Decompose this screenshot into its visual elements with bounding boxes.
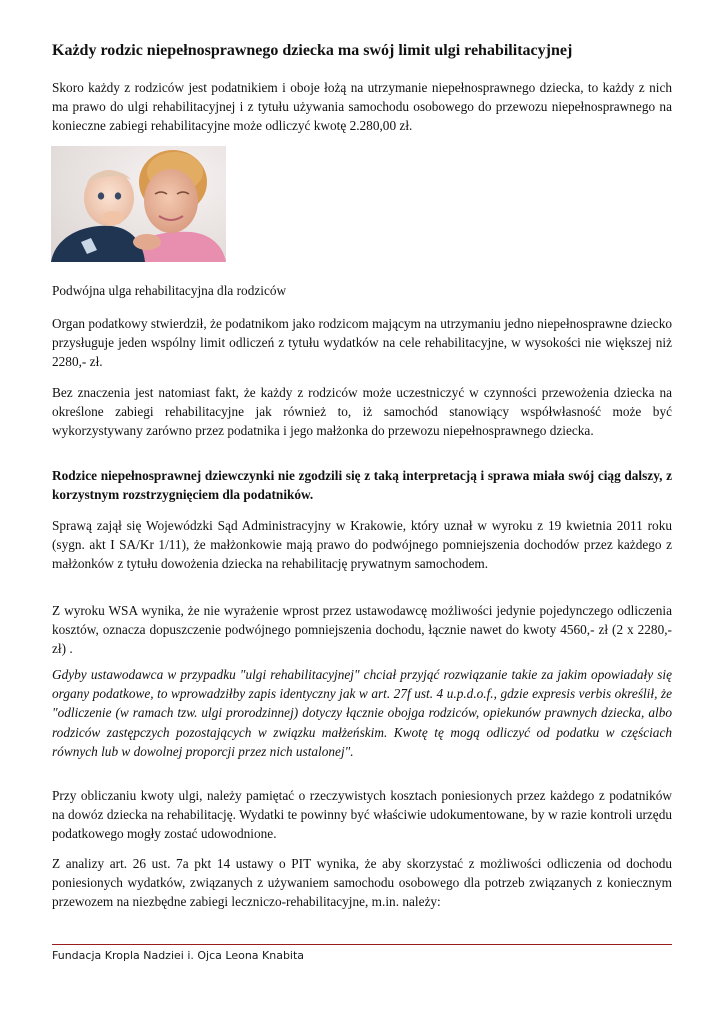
- paragraph-wsa-conclusion: Z wyroku WSA wynika, że nie wyrażenie wprost przez ustawodawcę możliwości jedynie pojedynczego odliczenia kosztów, oznacza dopuszczenie podwójnego pomniejszenia dochodu, łącznie nawet do kwoty 4560,- zł (2 x 2280,- zł) .: [52, 603, 672, 657]
- footer-organization: Fundacja Kropla Nadziei i. Ojca Leona Knabita: [52, 949, 305, 962]
- paragraph-pit-analysis: Z analizy art. 26 ust. 7a pkt 14 ustawy o PIT wynika, że aby skorzystać z możliwości odliczenia od dochodu poniesionych wydatków, związanych z używaniem samochodu osobowego dla potrzeb związanych z koniecznym przewozem na niezbędne zabiegi leczniczo-rehabilitacyjne, m.in. należy:: [52, 856, 672, 910]
- intro-paragraph: Skoro każdy z rodziców jest podatnikiem i oboje łożą na utrzymanie niepełnosprawnego dziecka, to każdy z nich ma prawo do ulgi rehabilitacyjnej i z tytułu używania samochodu osobowego do przewozu niepełnosprawnego na konieczne zabiegi rehabilitacyjne może odliczyć kwotę 2.280,00 zł.: [52, 80, 672, 134]
- paragraph-court-ruling: Sprawą zajął się Wojewódzki Sąd Administracyjny w Krakowie, który uznał w wyroku z 19 kwietnia 2011 roku (sygn. akt I SA/Kr 1/11), że małżonkowie mają prawo do podwójnego pomniejszenia dochodów przez każdego z małżonków z tytułu dowożenia dziecka na rehabilitację prywatnym samochodem.: [52, 518, 672, 572]
- grandmother-with-baby-image: [51, 146, 226, 262]
- paragraph-1: Organ podatkowy stwierdził, że podatnikom jako rodzicom mającym na utrzymaniu jedno niepełnosprawne dziecko przysługuje jeden wspólny limit odliczeń z tytułu wydatków na cele rehabilitacyjne, w wysokości nie większej niż 2280,- zł.: [52, 316, 672, 370]
- footer-rule: [52, 944, 672, 945]
- paragraph-2: Bez znaczenia jest natomiast fakt, że każdy z rodziców może uczestniczyć w czynności przewożenia dziecka na określone zabiegi rehabilitacyjne jak również to, iż samochód stanowiący współwłasność może być wykorzystywany zarówno przez podatnika i jego małżonka do przewozu niepełnosprawnego dziecka.: [52, 385, 672, 439]
- section-subheading: Podwójna ulga rehabilitacyjna dla rodziców: [52, 283, 287, 298]
- article-title: Każdy rodzic niepełnosprawnego dziecka ma swój limit ulgi rehabilitacyjnej: [52, 42, 573, 59]
- article-photo: [51, 146, 226, 262]
- paragraph-italic-quote: Gdyby ustawodawca w przypadku "ulgi rehabilitacyjnej" chciał przyjąć rozwiązanie takie za jakim opowiadały się organy podatkowe, to wprowadziłby zapis identyczny jak w art. 27f ust. 4 u.p.d.o.f., gdzie expresis verbis określił, że "odliczenie (w ramach tzw. ulgi prorodzinnej) dotyczy łącznie obojga rodziców, opiekunów prawnych dziecka, albo rodziców zastępczych pozostających w związku małżeńskim. Kwotę tę mogą odliczyć od podatku w częściach równych lub w dowolnej proporcji przez nich ustalonej".: [52, 667, 672, 759]
- paragraph-bold-statement: Rodzice niepełnosprawnej dziewczynki nie zgodzili się z taką interpretacją i sprawa miała swój ciąg dalszy, z korzystnym rozstrzygnięciem dla podatników.: [52, 468, 672, 503]
- paragraph-calculation-note: Przy obliczaniu kwoty ulgi, należy pamiętać o rzeczywistych kosztach poniesionych przez każdego z podatników na dowóz dziecka na rehabilitację. Wydatki te powinny być właściwie udokumentowane, by w razie kontroli urzędu podatkowego mogły zostać udowodnione.: [52, 788, 672, 842]
